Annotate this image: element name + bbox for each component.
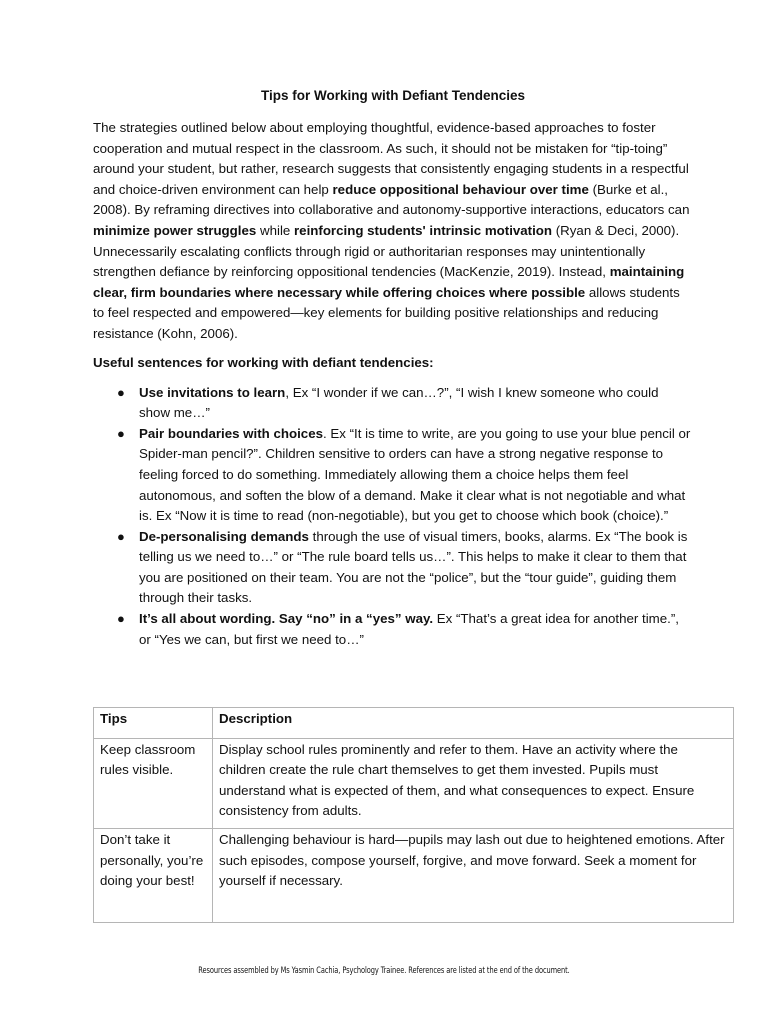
description-cell: Challenging behaviour is hard—pupils may lash out due to heightened emotions. After such episodes, compose yourself, forgive, and move forward. Seek a moment for yourself if necessary. bbox=[213, 828, 734, 922]
tips-table bbox=[93, 707, 734, 923]
tip-cell: Keep classroom rules visible. bbox=[94, 738, 213, 828]
table-row bbox=[94, 828, 734, 922]
list-item bbox=[117, 527, 693, 609]
intro-text: (Ryan & Deci, 2000). Unnecessarily escalating conflicts through rigid or authoritarian responses may unintentionally strengthen defiance by reinforcing oppositional tendencies (MacKenzie, 2019). Instead, bbox=[93, 222, 680, 280]
intro-text: allows students to feel respected and empowered—key elements for building positive relationships and reducing resistance (Kohn, 2006). bbox=[93, 284, 680, 341]
list-item-text: . Ex “It is time to write, are you going to use your blue pencil or Spider-man pencil?”. Children sensitive to orders can have a strong negative response to feeling forced to do something. Immediately allowing them a choice helps them feel autonomous, and soften the blow of a demand. Make it clear what is not negotiable and what is. Ex “Now it is time to read (non-negotiable), but you get to choose which book (choice).” bbox=[139, 425, 691, 524]
bullet-icon: ● bbox=[117, 528, 125, 544]
list-item-text: through the use of visual timers, books, alarms. Ex “The book is telling us we need to…” or “The rule board tells us…”. This helps to make it clear to them that you are positioned on their team. You are not the “police”, but the “tour guide”, guiding them through their tasks. bbox=[139, 528, 688, 606]
intro-text: The strategies outlined below about employing thoughtful, evidence-based approaches to foster cooperation and mutual respect in the classroom. As such, it should not be mistaken for “tip-toing” around your student, but rather, research suggests that consistently engaging students in a respectful and choice-driven environment can help bbox=[93, 120, 689, 197]
intro-emphasis: minimize power struggles bbox=[93, 222, 257, 238]
column-header-description: Description bbox=[213, 708, 734, 739]
list-item-lead: Use invitations to learn bbox=[139, 384, 286, 400]
intro-emphasis: maintaining clear, firm boundaries where necessary while offering choices where possible bbox=[93, 264, 685, 300]
footer-note: Resources assembled by Ms Yasmin Cachia, Psychology Trainee. References are listed at the end of the document. bbox=[198, 966, 570, 976]
bullet-icon: ● bbox=[117, 384, 125, 400]
list-item-text: Ex “That’s a great idea for another time.”, or “Yes we can, but first we need to…” bbox=[139, 611, 679, 647]
bullet-icon: ● bbox=[117, 425, 125, 441]
intro-emphasis: reduce oppositional behaviour over time bbox=[332, 181, 589, 197]
sentences-list bbox=[93, 383, 693, 651]
description-cell: Display school rules prominently and refer to them. Have an activity where the children create the rule chart themselves to get them invested. Pupils must understand what is expected of them, and what consequences to expect. Ensure consistency from adults. bbox=[213, 738, 734, 828]
list-item-lead: De-personalising demands bbox=[139, 528, 309, 544]
column-header-tips: Tips bbox=[94, 708, 213, 739]
sentences-heading: Useful sentences for working with defiant tendencies: bbox=[93, 354, 434, 370]
document-title: Tips for Working with Defiant Tendencies bbox=[260, 88, 526, 103]
intro-text: (Burke et al., 2008). By reframing directives into collaborative and autonomy-supportive interactions, educators can bbox=[93, 181, 690, 218]
tip-cell: Don’t take it personally, you’re doing your best! bbox=[94, 828, 213, 922]
intro-paragraph bbox=[93, 118, 693, 345]
list-item-lead: Pair boundaries with choices bbox=[139, 425, 323, 441]
list-item bbox=[117, 383, 693, 424]
list-item-lead: It’s all about wording. Say “no” in a “yes” way. bbox=[139, 611, 434, 627]
document-page bbox=[93, 86, 693, 650]
list-item bbox=[117, 609, 693, 650]
intro-text: while bbox=[256, 222, 294, 238]
table-header-row bbox=[94, 708, 734, 739]
intro-emphasis: reinforcing students' intrinsic motivation bbox=[294, 222, 553, 238]
list-item-text: , Ex “I wonder if we can…?”, “I wish I knew someone who could show me…” bbox=[139, 384, 659, 421]
bullet-icon: ● bbox=[117, 611, 125, 627]
list-item bbox=[117, 424, 693, 527]
table-row bbox=[94, 738, 734, 828]
